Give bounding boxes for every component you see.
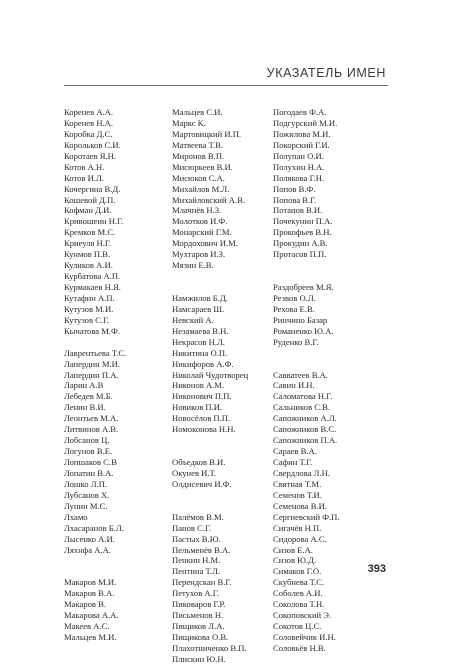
index-entry: Лопатин В.А. bbox=[64, 467, 114, 478]
index-entry: Сокоповский Э. bbox=[273, 610, 332, 621]
index-entry: Пиковаров Г.Р. bbox=[172, 599, 226, 610]
index-entry: Романенко Ю.А. bbox=[273, 325, 334, 336]
index-spacer bbox=[64, 555, 126, 566]
index-column-2 bbox=[172, 107, 248, 665]
index-entry: Пенкин Н.М. bbox=[172, 555, 221, 566]
index-entry: Савин И.Н. bbox=[273, 380, 315, 391]
index-entry: Невский А. bbox=[172, 314, 214, 325]
index-entry: Мартовицкий И.П. bbox=[172, 128, 242, 139]
index-entry: Некрасов Н.Л. bbox=[172, 336, 225, 347]
index-entry: Куликов А.И. bbox=[64, 260, 113, 271]
index-entry: Логунов В.Е. bbox=[64, 446, 113, 457]
index-entry: Соловейчик И.Н. bbox=[273, 632, 336, 642]
index-entry: Полякова Г.Н. bbox=[273, 172, 325, 183]
index-entry: Молотков И.Ф. bbox=[172, 216, 228, 227]
index-entry: Сапожников А.Л. bbox=[273, 413, 337, 424]
index-entry: Намсараев Ш. bbox=[172, 303, 225, 314]
index-entry: Сараев В.А. bbox=[273, 446, 317, 457]
index-entry: Лысенко А.И. bbox=[64, 533, 115, 544]
index-entry: Макаров В. bbox=[64, 599, 106, 610]
index-entry: Резвов О.Л. bbox=[273, 292, 316, 303]
index-entry: Сергиевский Ф.П. bbox=[273, 511, 340, 522]
index-entry: Номоконова Н.Н. bbox=[172, 424, 236, 435]
index-entry: Монарский Г.М. bbox=[172, 227, 232, 238]
index-entry: Кофман Д.И. bbox=[64, 205, 112, 216]
index-column-3 bbox=[273, 107, 340, 654]
index-entry: Объедков В.И. bbox=[172, 457, 226, 467]
index-entry: Миронов В.П. bbox=[172, 150, 225, 161]
index-entry: Кутузов М.И. bbox=[64, 303, 114, 314]
index-entry: Никонович П.П. bbox=[172, 391, 232, 402]
index-entry: Сигачёв Н.П. bbox=[273, 522, 322, 533]
index-entry: Коротаев Я.Н. bbox=[64, 150, 117, 161]
index-entry: Ринчино Базар bbox=[273, 314, 328, 325]
index-entry: Пастых В.Ю. bbox=[172, 533, 221, 544]
index-entry: Лопшаков С.В bbox=[64, 457, 117, 467]
index-entry: Лебедев М.Б. bbox=[64, 391, 113, 402]
index-entry: Сапожников В.С. bbox=[273, 424, 337, 435]
index-entry: Пожилова М.И. bbox=[273, 128, 331, 139]
index-spacer bbox=[172, 271, 248, 282]
index-entry: Млачнёв Н.З. bbox=[172, 205, 222, 216]
index-entry: Святная Т.М. bbox=[273, 478, 322, 489]
index-entry: Соболев А.И. bbox=[273, 588, 323, 599]
index-entry: Кутузов С.Г. bbox=[64, 314, 110, 325]
index-entry: Раздобреев М.Я. bbox=[273, 282, 334, 292]
index-entry: Лаврентьева Т.С. bbox=[64, 347, 127, 358]
index-entry: Никонов А.М. bbox=[172, 380, 225, 391]
index-entry: Никифоров А.Ф. bbox=[172, 358, 234, 369]
index-entry: Сафин Т.Г. bbox=[273, 457, 313, 467]
index-entry: Лапердин М.И. bbox=[64, 358, 120, 369]
index-entry: Николай Чудотворец bbox=[172, 369, 249, 380]
index-entry: Савватеев В.А. bbox=[273, 369, 328, 380]
index-entry: Олдисевич И.Ф. bbox=[172, 478, 232, 489]
index-entry: Мухтаров И.З. bbox=[172, 249, 226, 260]
index-entry: Соловьёв Н.В. bbox=[273, 642, 326, 653]
index-entry: Новиков П.И. bbox=[172, 402, 223, 413]
index-entry: Окунев И.Т. bbox=[172, 467, 217, 478]
index-entry: Сокотов Ц.С. bbox=[273, 621, 322, 632]
index-entry: Попов В.Ф. bbox=[273, 183, 316, 194]
index-entry: Кошевой Д.П. bbox=[64, 194, 116, 205]
index-entry: Лунин М.С. bbox=[64, 500, 108, 511]
index-spacer bbox=[64, 566, 126, 577]
index-entry: Леонтьев М.А. bbox=[64, 413, 119, 424]
index-entry: Кутафин А.П. bbox=[64, 292, 115, 303]
index-entry: Сизов Ю.Д. bbox=[273, 555, 317, 566]
index-entry: Лхасаранов Б.Л. bbox=[64, 522, 124, 533]
index-entry: Палёмов В.М. bbox=[172, 511, 224, 522]
index-entry: Прокофьев В.Н. bbox=[273, 227, 332, 238]
index-spacer bbox=[273, 271, 340, 282]
index-entry: Кычатова М.Ф. bbox=[64, 325, 120, 336]
index-entry: Ларин А.В bbox=[64, 380, 104, 391]
index-entry: Лошко Л.П. bbox=[64, 478, 108, 489]
index-entry: Сидорова А.С. bbox=[273, 533, 327, 544]
index-spacer bbox=[172, 282, 248, 293]
index-entry: Пищиков Л.А. bbox=[172, 621, 225, 632]
index-entry: Мальцев С.И. bbox=[172, 107, 223, 117]
index-column-1 bbox=[64, 107, 126, 643]
index-entry: Полупан О.И. bbox=[273, 150, 324, 161]
index-entry: Корольков С.И. bbox=[64, 139, 121, 150]
index-entry: Намжилов Б.Д. bbox=[172, 292, 228, 303]
index-entry: Макаров М.И. bbox=[64, 577, 117, 588]
index-entry: Ленин В.И. bbox=[64, 402, 106, 413]
index-entry: Плискин Ю.Н. bbox=[172, 653, 226, 664]
index-entry: Макарова А.А. bbox=[64, 610, 119, 621]
index-entry: Подгурский М.И. bbox=[273, 117, 338, 128]
index-entry: Литвинов А.В. bbox=[64, 424, 119, 435]
index-entry: Руденко В.Г. bbox=[273, 336, 319, 347]
index-entry: Симаков Г.О. bbox=[273, 566, 322, 577]
index-entry: Покорский Г.И. bbox=[273, 139, 330, 150]
index-entry: Мисюркеев В.И. bbox=[172, 161, 233, 172]
index-entry: Сапожников П.А. bbox=[273, 435, 338, 446]
index-entry: Лубсанов Х. bbox=[64, 489, 110, 500]
index-entry: Лобсанов Ц. bbox=[64, 435, 110, 446]
index-entry: Рехова Е.В. bbox=[273, 303, 315, 314]
index-spacer bbox=[172, 490, 248, 501]
index-entry: Свердлова Л.Н. bbox=[273, 467, 330, 478]
index-entry: Панов С.Г. bbox=[172, 522, 212, 533]
index-entry: Почекунин П.А. bbox=[273, 216, 333, 227]
index-entry: Семенова В.И. bbox=[273, 500, 327, 511]
index-entry: Коробка Д.С. bbox=[64, 128, 113, 139]
index-entry: Макеев А.С. bbox=[64, 621, 110, 632]
index-entry: Пентина Т.Л. bbox=[172, 566, 221, 577]
page-number: 393 bbox=[367, 563, 386, 575]
index-entry: Лхамо bbox=[64, 511, 88, 522]
index-entry: Кремков М.С. bbox=[64, 227, 116, 238]
index-entry: Михайловский А.В. bbox=[172, 194, 246, 205]
running-header-title: УКАЗАТЕЛЬ ИМЕН bbox=[266, 66, 386, 80]
index-entry: Полухин Н.А. bbox=[273, 161, 325, 172]
index-entry: Котов А.Н. bbox=[64, 161, 105, 172]
index-entry: Котов И.Л. bbox=[64, 172, 104, 183]
index-entry: Скубнева Т.С. bbox=[273, 577, 325, 588]
index-entry: Семенов Т.И. bbox=[273, 489, 322, 500]
index-entry: Мордохович И.М. bbox=[172, 238, 238, 249]
index-entry: Прокудин А.В. bbox=[273, 238, 328, 249]
index-entry: Пищикова О.В. bbox=[172, 632, 229, 642]
index-entry: Сизов Е.А. bbox=[273, 544, 313, 555]
index-spacer bbox=[273, 359, 340, 370]
index-entry: Маркс К. bbox=[172, 117, 206, 128]
index-entry: Соколова Т.Н. bbox=[273, 599, 325, 610]
index-entry: Курмакаев Н.Я. bbox=[64, 282, 121, 292]
index-entry: Саломатова Н.Г. bbox=[273, 391, 333, 402]
index-spacer bbox=[273, 260, 340, 271]
index-entry: Коренев Н.А. bbox=[64, 117, 114, 128]
index-entry: Мязин Е.В. bbox=[172, 260, 214, 271]
index-spacer bbox=[172, 435, 248, 446]
index-entry: Письменов Н. bbox=[172, 610, 224, 621]
index-entry: Мисюков С.А. bbox=[172, 172, 225, 183]
index-entry: Михайлов М.Л. bbox=[172, 183, 230, 194]
index-entry: Кунмов П.В. bbox=[64, 249, 111, 260]
index-entry: Коренев А.А. bbox=[64, 107, 114, 117]
index-spacer bbox=[64, 337, 126, 348]
index-entry: Незамаева В.Н. bbox=[172, 325, 229, 336]
index-entry: Протасов П.П. bbox=[273, 249, 327, 260]
index-entry: Попова В.Г. bbox=[273, 194, 317, 205]
index-entry: Курбатова А.П. bbox=[64, 271, 121, 282]
index-entry: Мальцев М.И. bbox=[64, 632, 117, 642]
index-spacer bbox=[273, 348, 340, 359]
index-entry: Макаров В.А. bbox=[64, 588, 115, 599]
index-entry: Ляхнфа А.А. bbox=[64, 544, 111, 555]
index-entry: Пельменёв В.А. bbox=[172, 544, 231, 555]
index-entry: Криеуля Н.Г. bbox=[64, 238, 112, 249]
header-rule bbox=[64, 85, 388, 86]
index-entry: Потапов В.И. bbox=[273, 205, 323, 216]
index-spacer bbox=[172, 446, 248, 457]
index-entry: Никитина О.П. bbox=[172, 347, 228, 358]
index-entry: Плахотниченко В.П. bbox=[172, 642, 247, 653]
index-entry: Погодаев Ф.А. bbox=[273, 107, 327, 117]
index-entry: Лапердин П.А. bbox=[64, 369, 119, 380]
index-entry: Кочергина В.Д. bbox=[64, 183, 121, 194]
index-entry: Сальников С.В. bbox=[273, 402, 331, 413]
index-spacer bbox=[172, 501, 248, 512]
index-entry: Перендскан В.Г. bbox=[172, 577, 232, 588]
index-entry: Кривошеин Н.Г. bbox=[64, 216, 124, 227]
index-entry: Матвеева Т.В. bbox=[172, 139, 223, 150]
index-entry: Новосёлов П.П. bbox=[172, 413, 231, 424]
index-entry: Петухов А.Г. bbox=[172, 588, 219, 599]
